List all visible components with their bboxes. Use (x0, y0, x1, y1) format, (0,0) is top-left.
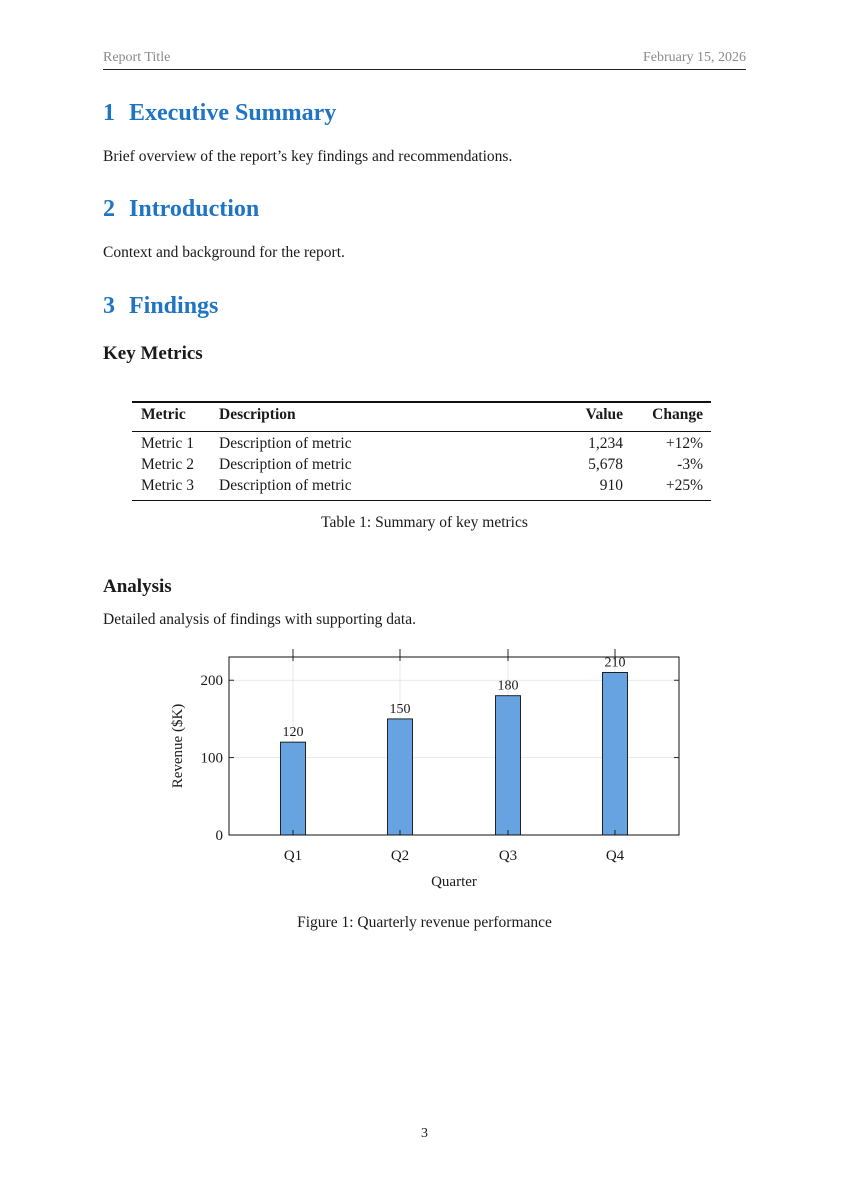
table-header-description: Description (219, 406, 296, 423)
table-header-value: Value (585, 406, 623, 423)
bar-q1 (281, 742, 306, 835)
table-cell-value: 5,678 (588, 456, 623, 473)
bar-value-label: 150 (389, 701, 411, 717)
table-cell-value: 910 (599, 477, 623, 494)
header-date: February 15, 2026 (642, 50, 746, 65)
section-number: 3 (103, 293, 115, 319)
table-caption: Table 1: Summary of key metrics (321, 514, 528, 531)
table-cell-metric: Metric 3 (141, 477, 194, 494)
section-title: Executive Summary (129, 100, 337, 126)
table-top-rule (132, 401, 711, 403)
x-axis-label: Quarter (431, 874, 477, 890)
revenue-bar-chart (150, 640, 710, 900)
y-axis-label: Revenue ($K) (170, 703, 186, 789)
section-heading-executive-summary (103, 100, 336, 127)
header-title: Report Title (103, 50, 171, 65)
bar-q3 (496, 696, 521, 835)
table-header-rule (132, 431, 711, 432)
table-bottom-rule (132, 500, 711, 501)
section-number: 1 (103, 100, 115, 126)
y-tick-label: 0 (215, 828, 223, 844)
table-cell-description: Description of metric (219, 456, 352, 473)
y-tick-label: 200 (200, 673, 223, 690)
section-title: Introduction (129, 196, 260, 222)
table-cell-metric: Metric 2 (141, 456, 194, 473)
x-tick-label: Q4 (605, 848, 625, 864)
bar-q2 (388, 719, 413, 835)
executive-summary-text: Brief overview of the report’s key findings and recommendations. (103, 148, 513, 165)
header-divider (103, 69, 746, 70)
key-metrics-heading: Key Metrics (103, 343, 203, 364)
table-cell-change: +12% (665, 435, 703, 452)
section-heading-findings (103, 293, 218, 320)
analysis-heading: Analysis (103, 576, 172, 597)
table-cell-change: +25% (665, 477, 703, 494)
section-number: 2 (103, 196, 115, 222)
x-tick-label: Q1 (283, 848, 303, 864)
bar-q4 (603, 672, 628, 835)
bar-value-label: 180 (497, 678, 519, 694)
table-cell-description: Description of metric (219, 435, 352, 452)
table-cell-change: -3% (677, 456, 703, 473)
x-tick-label: Q2 (390, 848, 410, 864)
bar-value-label: 120 (282, 725, 304, 741)
figure-caption: Figure 1: Quarterly revenue performance (297, 914, 552, 931)
chart-bars (281, 672, 628, 835)
x-tick-label: Q3 (498, 848, 518, 864)
y-tick-label: 100 (200, 750, 223, 767)
table-cell-value: 1,234 (588, 435, 623, 452)
page-number: 3 (421, 1126, 428, 1141)
introduction-text: Context and background for the report. (103, 244, 345, 261)
section-title: Findings (129, 293, 219, 319)
analysis-text: Detailed analysis of findings with supporting data. (103, 611, 416, 628)
table-header-metric: Metric (141, 406, 186, 423)
table-cell-description: Description of metric (219, 477, 352, 494)
bar-value-label: 210 (604, 655, 626, 671)
table-cell-metric: Metric 1 (141, 435, 194, 452)
section-heading-introduction (103, 196, 259, 223)
table-header-change: Change (652, 406, 703, 423)
